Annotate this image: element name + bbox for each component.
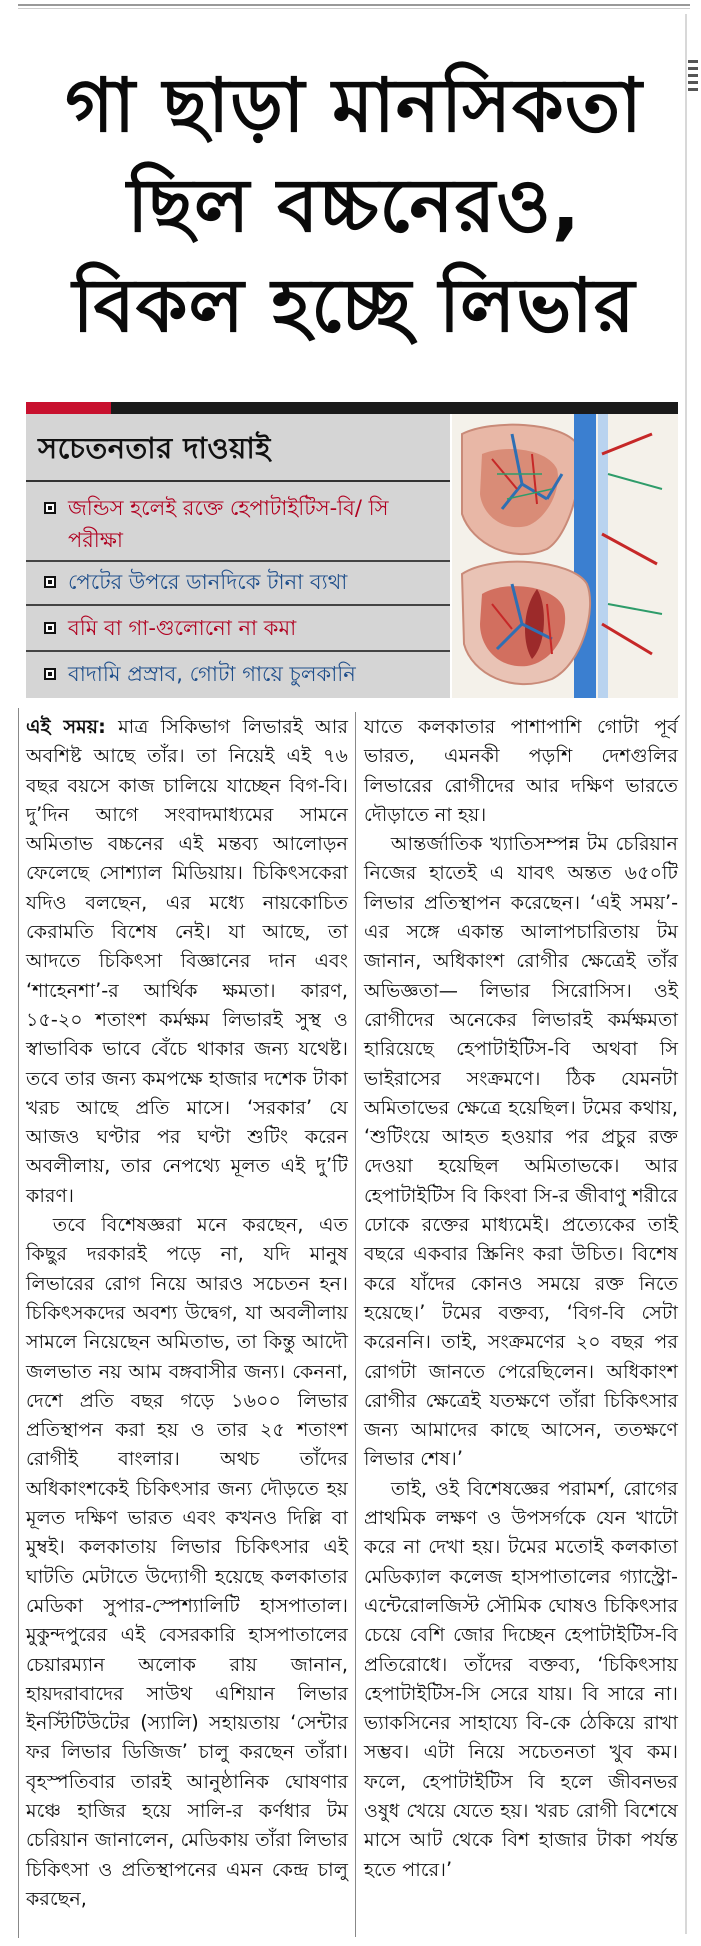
article-paragraph: আন্তর্জাতিক খ্যাতিসম্পন্ন টম চেরিয়ান নিজের হাতেই এ যাবৎ অন্তত ৬৫০টি লিভার প্রতিস্থাপন করেছেন। ‘এই সময়’-এর সঙ্গে একান্ত আলাপচারিতায় টম জানান, অধিকাংশ রোগীর ক্ষেত্রেই তাঁর অভিজ্ঞতা— লিভার সিরোসিস। ওই রোগীদের অনেকের লিভারই কর্মক্ষমতা হারিয়েছে হেপাটাইটিস-বি অথবা সি ভাইরাসের সংক্রমণে। ঠিক যেমনটা অমিতাভের ক্ষেত্রে হয়েছিল। টমের কথায়, ‘শুটিংয়ে আহত হওয়ার পর প্রচুর রক্ত দেওয়া হয়েছিল অমিতাভকে। আর হেপাটাইটিস বি কিংবা সি-র জীবাণু শরীরে ঢোকে রক্তের মাধ্যমেই। প্রত্যেকের তাই বছরে একবার স্ক্রিনিং করা উচিত। বিশেষ করে যাঁদের কোনও সময়ে রক্ত নিতে হয়েছে।’ টমের বক্তব্য, ‘বিগ-বি সেটা করেননি। তাই, সংক্রমণের ২০ বছর পর রোগটা জানতে পেরেছিলেন। অধিকাংশ রোগীর ক্ষেত্রেই যতক্ষণে তাঁরা চিকিৎসার জন্য আমাদের কাছে আসেন, ততক্ষণে লিভার শেষ।’	[364, 832, 678, 1471]
column-rule	[355, 712, 356, 1937]
dateline: এই সময়:	[26, 715, 106, 738]
page-edge	[685, 14, 687, 1934]
item-separator	[26, 604, 450, 606]
item-separator	[26, 560, 450, 562]
article-paragraph: তবে বিশেষজ্ঞরা মনে করছেন, এত কিছুর দরকারই পড়ে না, যদি মানুষ লিভারের রোগ নিয়ে আরও সচেতন হন। চিকিৎসকদের অবশ্য উদ্বেগ, যা অবলীলায় সামলে নিয়েছেন অমিতাভ, তা কিন্তু আদৌ জলভাত নয় আম বঙ্গবাসীর জন্য। কেননা, দেশে প্রতি বছর গড়ে ১৬০০ লিভার প্রতিস্থাপন করা হয় ও তার ২৫ শতাংশ রোগীই বাংলার। অথচ তাঁদের অধিকাংশকেই চিকিৎসার জন্য দৌড়তে হয় মূলত দক্ষিণ ভারত এবং কখনও দিল্লি বা মুম্বই। কলকাতায় লিভার চিকিৎসার এই ঘাটতি মেটাতে উদ্যোগী হয়েছে কলকাতার মেডিকা সুপার-স্পেশ্যালিটি হাসপাতাল। মুকুন্দপুরের এই বেসরকারি হাসপাতালের চেয়ারম্যান অলোক রায় জানান, হায়দরাবাদের সাউথ এশিয়ান লিভার ইনস্টিটিউটের (স্যালি) সহায়তায় ‘সেন্টার ফর লিভার ডিজিজ’ চালু করছেন তাঁরা। বৃহস্পতিবার তারই আনুষ্ঠানিক ঘোষণার মঞ্চে হাজির হয়ে সালি-র কর্ণধার টম চেরিয়ান জানালেন, মেডিকায় তাঁরা লিভার চিকিৎসা ও প্রতিস্থাপনের এমন কেন্দ্র চালু করছেন,	[26, 1213, 348, 1910]
bullet-square-icon	[44, 502, 56, 514]
item-separator	[26, 650, 450, 652]
divider-red	[26, 402, 111, 414]
divider-black	[111, 402, 678, 414]
article-column-2	[364, 712, 678, 1884]
awareness-item-text: বাদামি প্রস্রাব, গোটা গায়ে চুলকানি	[68, 662, 356, 686]
paragraph-text: মাত্র সিকিভাগ লিভারই আর অবশিষ্ট আছে তাঁর। তা নিয়েই এই ৭৬ বছর বয়সে কাজ চালিয়ে যাচ্ছেন বিগ-বি। দু’দিন আগে সংবাদমাধ্যমের সামনে অমিতাভ বচ্চনের এই মন্তব্য আলোড়ন ফেলেছে সোশ্যাল মিডিয়ায়। চিকিৎসকেরা যদিও বলছেন, এর মধ্যে নায়কোচিত কেরামতি বিশেষ নেই। যা আছে, তা আদতে চিকিৎসা বিজ্ঞানের দান এবং ‘শাহেনশা’-র আর্থিক ক্ষমতা। কারণ, ১৫-২০ শতাংশ কর্মক্ষম লিভারই সুস্থ ও স্বাভাবিক ভাবে বেঁচে থাকার জন্য যথেষ্ট। তবে তার জন্য কমপক্ষে হাজার দশেক টাকা খরচ আছে প্রতি মাসে। ‘সরকার’ যে আজও ঘণ্টার পর ঘণ্টা শুটিং করেন অবলীলায়, তার নেপথ্যে মূলত এই দু’টি কারণ।	[26, 715, 349, 1207]
bullet-square-icon	[44, 576, 56, 588]
bullet-square-icon	[44, 668, 56, 680]
article-column-1	[26, 712, 348, 1913]
article-paragraph: যাতে কলকাতার পাশাপাশি গোটা পূর্ব ভারত, এমনকী পড়শি দেশগুলির লিভারের রোগীদের আর দক্ষিণ ভারতে দৌড়াতে না হয়।	[364, 715, 678, 826]
article-paragraph: তাই, ওই বিশেষজ্ঞের পরামর্শ, রোগের প্রাথমিক লক্ষণ ও উপসর্গকে যেন খাটো করে না দেখা হয়। টমের মতোই কলকাতা মেডিক্যাল কলেজ হাসপাতালের গ্যাস্ট্রো-এন্টেরোলজিস্ট সৌমিক ঘোষও চিকিৎসার চেয়ে বেশি জোর দিচ্ছেন হেপাটাইটিস-বি প্রতিরোধে। তাঁদের বক্তব্য, ‘চিকিৎসায় হেপাটাইটিস-সি সেরে যায়। বি সারে না। ভ্যাকসিনের সাহায্যে বি-কে ঠেকিয়ে রাখা সম্ভব। এটা নিয়ে সচেতনতা খুব কম। ফলে, হেপাটাইটিস বি হলে জীবনভর ওষুধ খেয়ে যেতে হয়। খরচ রোগী বিশেষে মাসে আট থেকে বিশ হাজার টাকা পর্যন্ত হতে পারে।’	[364, 1476, 678, 1881]
awareness-box	[26, 414, 450, 698]
headline-line-2: ছিল বচ্চনেরও,	[127, 163, 581, 249]
title-underline	[26, 480, 450, 482]
awareness-item-text: জন্ডিস হলেই রক্তে হেপাটাইটিস-বি/ সি পরীক্ষা	[68, 496, 389, 552]
article-paragraph	[26, 712, 348, 1210]
section-divider	[26, 402, 678, 414]
left-rule	[18, 708, 19, 1938]
headline	[24, 56, 684, 356]
liver-illustration-icon	[452, 414, 678, 698]
headline-line-1: গা ছাড়া মানসিকতা	[65, 63, 643, 149]
top-rule	[18, 4, 690, 6]
awareness-item-text: পেটের উপরে ডানদিকে টানা ব্যথা	[68, 570, 348, 594]
column-marker	[688, 60, 698, 95]
awareness-item-text: বমি বা গা-গুলোনো না কমা	[68, 616, 297, 640]
top-rule-thin	[18, 8, 690, 9]
awareness-box-title: সচেতনতার দাওয়াই	[38, 431, 271, 465]
headline-line-3: বিকল হচ্ছে লিভার	[72, 263, 636, 349]
bullet-square-icon	[44, 622, 56, 634]
